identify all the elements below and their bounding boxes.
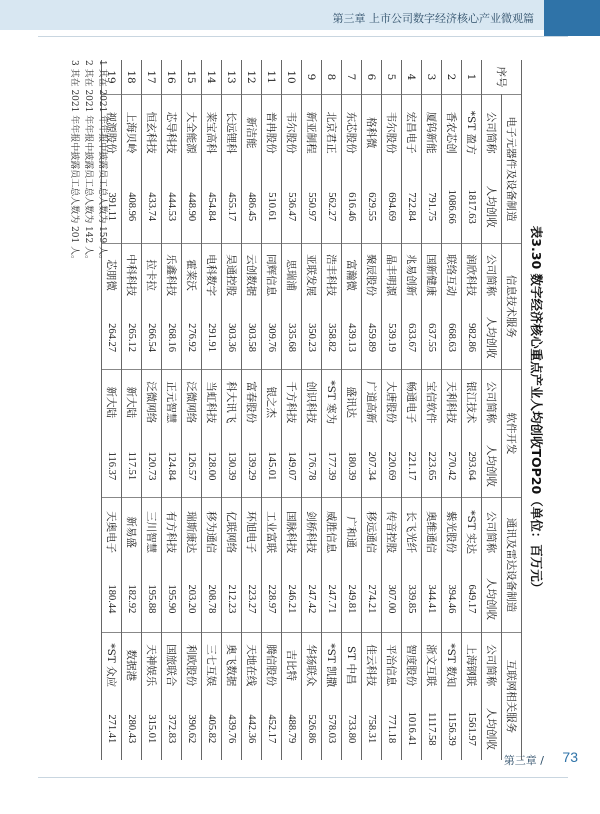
revenue-per-capita: 274.21 bbox=[362, 566, 382, 632]
company-name: 韦尔股份 bbox=[382, 95, 402, 171]
company-name: 移为通信 bbox=[202, 498, 222, 567]
company-name: 天利科技 bbox=[442, 369, 462, 434]
company-name: 浙文互联 bbox=[422, 632, 442, 697]
revenue-per-capita: 350.23 bbox=[302, 306, 322, 369]
row-index: 2 bbox=[442, 60, 462, 95]
revenue-per-capita: 1561.97 bbox=[462, 698, 482, 760]
company-name: 国旅联合 bbox=[162, 632, 182, 697]
company-name: *ST 凯撒 bbox=[322, 632, 342, 697]
table-row bbox=[462, 60, 482, 760]
company-name: 格科微 bbox=[362, 95, 382, 171]
revenue-per-capita: 408.96 bbox=[122, 170, 142, 243]
company-name: 北京君正 bbox=[322, 95, 342, 171]
revenue-per-capita: 629.55 bbox=[362, 170, 382, 243]
company-column-header: 公司简称 bbox=[482, 243, 502, 306]
row-index: 5 bbox=[382, 60, 402, 95]
company-name: 宏昌电子 bbox=[402, 95, 422, 171]
company-name: 腾信股份 bbox=[262, 632, 282, 697]
company-name: 紫光股份 bbox=[442, 498, 462, 567]
company-name: 天地在线 bbox=[242, 632, 262, 697]
revenue-per-capita: 668.63 bbox=[442, 306, 462, 369]
revenue-per-capita: 439.76 bbox=[222, 698, 242, 760]
revenue-per-capita: 536.47 bbox=[282, 170, 302, 243]
revenue-per-capita: 633.67 bbox=[402, 306, 422, 369]
revenue-per-capita: 722.84 bbox=[402, 170, 422, 243]
revenue-per-capita: 266.54 bbox=[142, 306, 162, 369]
row-index: 4 bbox=[402, 60, 422, 95]
revenue-per-capita: 539.19 bbox=[382, 306, 402, 369]
revenue-per-capita: 221.17 bbox=[402, 435, 422, 498]
revenue-per-capita: 177.39 bbox=[322, 435, 342, 498]
company-name: 广和通 bbox=[342, 498, 362, 567]
revenue-per-capita: 1016.41 bbox=[402, 698, 422, 760]
row-index: 12 bbox=[242, 60, 262, 95]
revenue-per-capita: 207.34 bbox=[362, 435, 382, 498]
table-row bbox=[422, 60, 442, 760]
revenue-per-capita: 510.61 bbox=[262, 170, 282, 243]
company-name: 广道高新 bbox=[362, 369, 382, 434]
revenue-per-capita: 247.42 bbox=[302, 566, 322, 632]
revenue-column-header: 人均创收 bbox=[482, 435, 502, 498]
company-name: 拉卡拉 bbox=[142, 243, 162, 306]
rotated-table-block bbox=[56, 60, 546, 760]
revenue-per-capita: 439.13 bbox=[342, 306, 362, 369]
revenue-per-capita: 268.16 bbox=[162, 306, 182, 369]
revenue-per-capita: 335.68 bbox=[282, 306, 302, 369]
group-header: 软件开发 bbox=[502, 369, 522, 497]
table-row bbox=[182, 60, 202, 760]
company-name: 国新健康 bbox=[422, 243, 442, 306]
row-index: 10 bbox=[282, 60, 302, 95]
revenue-per-capita: 203.20 bbox=[182, 566, 202, 632]
company-name: *ST 实达 bbox=[462, 498, 482, 567]
company-name: 银之杰 bbox=[262, 369, 282, 434]
footer-rule bbox=[38, 777, 568, 778]
company-name: 当虹科技 bbox=[202, 369, 222, 434]
footnote: 3 其在 2021 年年报中披露员工总人数为 201 人。 bbox=[69, 60, 79, 265]
revenue-per-capita: 344.41 bbox=[422, 566, 442, 632]
revenue-per-capita: 223.27 bbox=[242, 566, 262, 632]
company-name: 威胜信息 bbox=[322, 498, 342, 567]
header-rule bbox=[38, 36, 568, 37]
table-row bbox=[362, 60, 382, 760]
revenue-per-capita: 195.90 bbox=[162, 566, 182, 632]
company-name: 兆易创新 bbox=[402, 243, 422, 306]
revenue-per-capita: 459.89 bbox=[362, 306, 382, 369]
revenue-per-capita: 391.11 bbox=[102, 170, 122, 243]
company-name: 长飞光纤 bbox=[402, 498, 422, 567]
company-name: 新亚制程 bbox=[302, 95, 322, 171]
company-name: 芯朋微 bbox=[102, 243, 122, 306]
revenue-per-capita: 117.51 bbox=[122, 435, 142, 498]
company-name: *ST 众应 bbox=[102, 632, 122, 697]
company-name: 宝信软件 bbox=[422, 369, 442, 434]
revenue-per-capita: 120.73 bbox=[142, 435, 162, 498]
revenue-per-capita: 246.21 bbox=[282, 566, 302, 632]
company-name: 芯导科技 bbox=[162, 95, 182, 171]
company-name: 环旭电子 bbox=[242, 498, 262, 567]
revenue-per-capita: 180.44 bbox=[102, 566, 122, 632]
revenue-per-capita: 270.42 bbox=[442, 435, 462, 498]
company-name: 新大陆 bbox=[122, 369, 142, 434]
company-name: 工业富联 bbox=[262, 498, 282, 567]
revenue-per-capita: 128.00 bbox=[202, 435, 222, 498]
company-name: 视源股份 bbox=[102, 95, 122, 171]
company-name: 新易盛 bbox=[122, 498, 142, 567]
row-index: 3 bbox=[422, 60, 442, 95]
company-column-header: 公司简称 bbox=[482, 632, 502, 697]
table-row bbox=[382, 60, 402, 760]
revenue-per-capita: 444.53 bbox=[162, 170, 182, 243]
company-name: 畅通电子 bbox=[402, 369, 422, 434]
company-name: 奥飞数据 bbox=[222, 632, 242, 697]
row-index: 16 bbox=[162, 60, 182, 95]
revenue-per-capita: 182.92 bbox=[122, 566, 142, 632]
revenue-per-capita: 733.80 bbox=[342, 698, 362, 760]
revenue-per-capita: 488.79 bbox=[282, 698, 302, 760]
group-header: 通讯及雷达设备制造 bbox=[502, 498, 522, 633]
index-header: 序号 bbox=[482, 60, 522, 95]
company-name: 韦尔股份 bbox=[282, 95, 302, 171]
row-index: 14 bbox=[202, 60, 222, 95]
row-index: 19 bbox=[102, 60, 122, 95]
revenue-per-capita: 390.62 bbox=[182, 698, 202, 760]
company-name: *ST 寒为 bbox=[322, 369, 342, 434]
revenue-per-capita: 176.78 bbox=[302, 435, 322, 498]
company-name: 同辉信息 bbox=[262, 243, 282, 306]
company-name: 香农芯创 bbox=[442, 95, 462, 171]
company-name: 富春股份 bbox=[242, 369, 262, 434]
revenue-per-capita: 180.39 bbox=[342, 435, 362, 498]
revenue-per-capita: 315.01 bbox=[142, 698, 162, 760]
revenue-per-capita: 195.88 bbox=[142, 566, 162, 632]
company-name: *ST 盈方 bbox=[462, 95, 482, 171]
revenue-per-capita: 454.84 bbox=[202, 170, 222, 243]
revenue-per-capita: 448.90 bbox=[182, 170, 202, 243]
company-name: 智度股份 bbox=[402, 632, 422, 697]
revenue-per-capita: 637.55 bbox=[422, 306, 442, 369]
revenue-per-capita: 550.97 bbox=[302, 170, 322, 243]
revenue-column-header: 人均创收 bbox=[482, 566, 502, 632]
company-name: 亿联网络 bbox=[222, 498, 242, 567]
page-number: 73 bbox=[562, 749, 578, 765]
revenue-per-capita: 405.82 bbox=[202, 698, 222, 760]
company-name: 联络互动 bbox=[442, 243, 462, 306]
company-name: 泛微网络 bbox=[182, 369, 202, 434]
group-header: 信息技术服务 bbox=[502, 243, 522, 369]
company-name: 正元智慧 bbox=[162, 369, 182, 434]
table-caption: 表3.30 数字经济核心重点产业人均创收TOP20（单位：百万元） bbox=[529, 225, 544, 595]
table-row bbox=[442, 60, 462, 760]
row-index: 15 bbox=[182, 60, 202, 95]
row-index: 13 bbox=[222, 60, 242, 95]
table-row bbox=[122, 60, 142, 760]
revenue-per-capita: 616.46 bbox=[342, 170, 362, 243]
company-name: ST 中昌 bbox=[342, 632, 362, 697]
company-name: 上海贝岭 bbox=[122, 95, 142, 171]
company-name: 云创数据 bbox=[242, 243, 262, 306]
company-name: 普冉股份 bbox=[262, 95, 282, 171]
company-name: 三七互娱 bbox=[202, 632, 222, 697]
company-name: 平治信息 bbox=[382, 632, 402, 697]
row-index: 18 bbox=[122, 60, 142, 95]
table-row bbox=[242, 60, 262, 760]
company-name: 有方科技 bbox=[162, 498, 182, 567]
company-name: 千方科技 bbox=[282, 369, 302, 434]
company-name: 昊通控股 bbox=[222, 243, 242, 306]
header-tab-accent bbox=[544, 0, 600, 36]
table-body bbox=[102, 60, 482, 760]
revenue-per-capita: 694.69 bbox=[382, 170, 402, 243]
revenue-per-capita: 649.17 bbox=[462, 566, 482, 632]
company-name: 晶丰明源 bbox=[382, 243, 402, 306]
revenue-per-capita: 372.83 bbox=[162, 698, 182, 760]
data-table bbox=[101, 60, 522, 760]
revenue-per-capita: 309.76 bbox=[262, 306, 282, 369]
company-name: 东芯股份 bbox=[342, 95, 362, 171]
table-row bbox=[202, 60, 222, 760]
company-name: 三川智慧 bbox=[142, 498, 162, 567]
row-index: 7 bbox=[342, 60, 362, 95]
revenue-per-capita: 149.07 bbox=[282, 435, 302, 498]
revenue-per-capita: 303.58 bbox=[242, 306, 262, 369]
revenue-per-capita: 758.31 bbox=[362, 698, 382, 760]
company-name: 乐鑫科技 bbox=[162, 243, 182, 306]
company-name: 盛讯达 bbox=[342, 369, 362, 434]
revenue-per-capita: 1086.66 bbox=[442, 170, 462, 243]
company-column-header: 公司简称 bbox=[482, 95, 502, 171]
revenue-per-capita: 271.41 bbox=[102, 698, 122, 760]
revenue-per-capita: 442.36 bbox=[242, 698, 262, 760]
table-row bbox=[142, 60, 162, 760]
company-name: 大全能源 bbox=[182, 95, 202, 171]
revenue-per-capita: 578.03 bbox=[322, 698, 342, 760]
revenue-per-capita: 358.82 bbox=[322, 306, 342, 369]
table-row bbox=[322, 60, 342, 760]
chapter-title: 第三章 上市公司数字经济核心产业微观篇 bbox=[332, 12, 534, 25]
revenue-per-capita: 264.27 bbox=[102, 306, 122, 369]
revenue-per-capita: 307.00 bbox=[382, 566, 402, 632]
company-name: 数据港 bbox=[122, 632, 142, 697]
group-header: 电子元器件及设备制造 bbox=[502, 95, 522, 244]
table-row bbox=[222, 60, 242, 760]
company-name: 国脉科技 bbox=[282, 498, 302, 567]
revenue-column-header: 人均创收 bbox=[482, 306, 502, 369]
group-header-row bbox=[502, 60, 522, 760]
row-index: 1 bbox=[462, 60, 482, 95]
revenue-per-capita: 291.91 bbox=[202, 306, 222, 369]
company-name: 传音控股 bbox=[382, 498, 402, 567]
company-name: 亚联发展 bbox=[302, 243, 322, 306]
group-header: 互联网相关服务 bbox=[502, 632, 522, 760]
footer-chapter: 第三章 / bbox=[503, 754, 544, 767]
revenue-per-capita: 220.69 bbox=[382, 435, 402, 498]
company-name: 利欧股份 bbox=[182, 632, 202, 697]
revenue-column-header: 人均创收 bbox=[482, 698, 502, 760]
company-name: 霍莱沃 bbox=[182, 243, 202, 306]
company-name: 瑞斯康达 bbox=[182, 498, 202, 567]
row-index: 17 bbox=[142, 60, 162, 95]
revenue-per-capita: 293.64 bbox=[462, 435, 482, 498]
company-name: 吉比特 bbox=[282, 632, 302, 697]
footnotes bbox=[67, 60, 109, 760]
footnote: 2 其在 2021 年年报中披露员工总人数为 142 人。 bbox=[83, 60, 93, 265]
company-name: 恒玄科技 bbox=[142, 95, 162, 171]
revenue-per-capita: 280.43 bbox=[122, 698, 142, 760]
company-column-header: 公司简称 bbox=[482, 369, 502, 434]
revenue-per-capita: 1817.63 bbox=[462, 170, 482, 243]
company-name: 天神娱乐 bbox=[142, 632, 162, 697]
company-name: 剑桥科技 bbox=[302, 498, 322, 567]
company-name: 浩丰科技 bbox=[322, 243, 342, 306]
revenue-per-capita: 562.27 bbox=[322, 170, 342, 243]
company-name: 思瑞浦 bbox=[282, 243, 302, 306]
company-name: 创识科技 bbox=[302, 369, 322, 434]
revenue-per-capita: 126.57 bbox=[182, 435, 202, 498]
revenue-per-capita: 1117.58 bbox=[422, 698, 442, 760]
revenue-per-capita: 265.12 bbox=[122, 306, 142, 369]
revenue-per-capita: 223.65 bbox=[422, 435, 442, 498]
company-name: 银江技术 bbox=[462, 369, 482, 434]
revenue-per-capita: 394.46 bbox=[442, 566, 462, 632]
company-name: 莱宝高科 bbox=[202, 95, 222, 171]
table-row bbox=[302, 60, 322, 760]
company-name: 上海钢联 bbox=[462, 632, 482, 697]
company-name: 润欣科技 bbox=[462, 243, 482, 306]
company-name: 富瀚微 bbox=[342, 243, 362, 306]
revenue-per-capita: 486.45 bbox=[242, 170, 262, 243]
company-name: 聚辰股份 bbox=[362, 243, 382, 306]
company-name: 长远锂科 bbox=[222, 95, 242, 171]
company-name: 佳云科技 bbox=[362, 632, 382, 697]
revenue-per-capita: 276.92 bbox=[182, 306, 202, 369]
company-name: 中科科技 bbox=[122, 243, 142, 306]
company-name: 华扬联众 bbox=[302, 632, 322, 697]
company-name: 移远通信 bbox=[362, 498, 382, 567]
revenue-per-capita: 771.18 bbox=[382, 698, 402, 760]
table-row bbox=[402, 60, 422, 760]
company-name: 厦钨新能 bbox=[422, 95, 442, 171]
company-name: 泛微网络 bbox=[142, 369, 162, 434]
revenue-per-capita: 452.17 bbox=[262, 698, 282, 760]
revenue-per-capita: 1156.39 bbox=[442, 698, 462, 760]
revenue-per-capita: 116.37 bbox=[102, 435, 122, 498]
row-index: 6 bbox=[362, 60, 382, 95]
table-row bbox=[282, 60, 302, 760]
company-name: 大唐股份 bbox=[382, 369, 402, 434]
footnote: 1 其在 2021 年年报中披露员工总人数为 159 人。 bbox=[97, 60, 107, 265]
revenue-per-capita: 339.85 bbox=[402, 566, 422, 632]
company-column-header: 公司简称 bbox=[482, 498, 502, 567]
revenue-per-capita: 526.86 bbox=[302, 698, 322, 760]
company-name: 天奥电子 bbox=[102, 498, 122, 567]
revenue-per-capita: 982.86 bbox=[462, 306, 482, 369]
company-name: 电科数字 bbox=[202, 243, 222, 306]
revenue-per-capita: 145.01 bbox=[262, 435, 282, 498]
company-name: *ST 数知 bbox=[442, 632, 462, 697]
revenue-per-capita: 139.29 bbox=[242, 435, 262, 498]
revenue-per-capita: 433.74 bbox=[142, 170, 162, 243]
sub-header-row bbox=[482, 60, 502, 760]
company-name: 新大陆 bbox=[102, 369, 122, 434]
company-name: 奥维通信 bbox=[422, 498, 442, 567]
revenue-per-capita: 124.84 bbox=[162, 435, 182, 498]
revenue-per-capita: 249.81 bbox=[342, 566, 362, 632]
table-row bbox=[342, 60, 362, 760]
row-index: 9 bbox=[302, 60, 322, 95]
revenue-per-capita: 303.36 bbox=[222, 306, 242, 369]
revenue-per-capita: 247.71 bbox=[322, 566, 342, 632]
revenue-per-capita: 130.39 bbox=[222, 435, 242, 498]
table-row bbox=[262, 60, 282, 760]
revenue-per-capita: 212.23 bbox=[222, 566, 242, 632]
revenue-per-capita: 228.97 bbox=[262, 566, 282, 632]
row-index: 8 bbox=[322, 60, 342, 95]
company-name: 新洁能 bbox=[242, 95, 262, 171]
revenue-per-capita: 455.17 bbox=[222, 170, 242, 243]
table-row bbox=[162, 60, 182, 760]
revenue-column-header: 人均创收 bbox=[482, 170, 502, 243]
company-name: 科大讯飞 bbox=[222, 369, 242, 434]
row-index: 11 bbox=[262, 60, 282, 95]
revenue-per-capita: 208.78 bbox=[202, 566, 222, 632]
revenue-per-capita: 791.75 bbox=[422, 170, 442, 243]
